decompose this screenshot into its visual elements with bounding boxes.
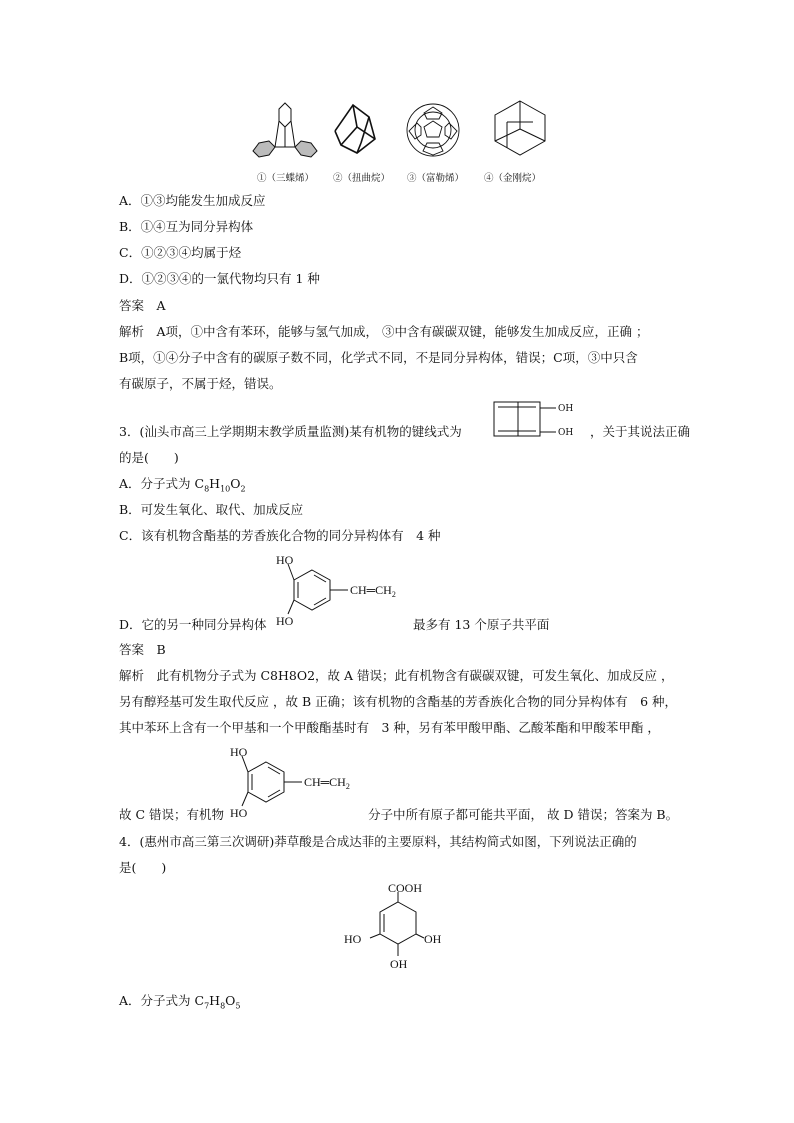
fullerene-structure [407,104,459,156]
q3-stem-text: 3．(汕头市高三上学期期末教学质量监测)某有机物的键线式为 [119,424,462,439]
q2-analysis-line-1: 解析 A项，①中含有苯环，能够与氢气加成， ③中含有碳碳双键，能够发生加成反应，正确 ； [119,324,649,339]
q3-analysis-line-3: 其中苯环上含有一个甲基和一个甲酸酯基时有 3 种，另有苯甲酸甲酯、乙酸苯酯和甲酸苯甲酯 ， [119,720,660,735]
caption-adamantane: ④（金刚烷） [484,173,542,184]
q2-analysis-line-3: 有碳原子，不属于烃，错误。 [119,376,282,391]
q2-analysis-line-2: B项，①④分子中含有的碳原子数不同，化学式不同，不是同分异构体，错误；C项，③中只含 [119,350,638,365]
q3-option-d-prefix: D．它的另一种同分异构体 [119,617,267,632]
q3-stem-line-1 [119,424,462,440]
q3-stem-line-2: 的是( ) [119,450,179,465]
q3-oh-top: OH [558,404,574,414]
q2-option-a: A．①③均能发生加成反应 [119,193,266,208]
q3-option-d-structure [272,548,422,632]
q3-option-c: C．该有机物含酯基的芳香族化合物的同分异构体有 4 种 [119,528,441,543]
q3-option-a: A．分子式为 $C_8H_{10}O_2$ [119,476,246,494]
triptycene-structure [253,103,317,157]
d-ho-top: HO [276,553,294,567]
q4-oh-bottom: OH [390,957,408,971]
q3-analysis-last-suffix: 分子中所有原子都可能共平面， 故 D 错误；答案为 B。 [368,807,679,822]
q4-oh-right: OH [424,932,442,946]
q3-bond-line-structure [492,398,602,440]
caption-triptycene: ①（三蝶烯） [257,173,315,184]
q2-option-b: B．①④互为同分异构体 [119,219,254,234]
q4-cooh: COOH [388,881,423,895]
d-ho-bottom: HO [276,614,294,628]
adamantane-structure [495,101,545,155]
q2-answer: 答案 A [119,298,166,313]
q3-option-b: B．可发生氧化、取代、加成反应 [119,502,304,517]
q2-option-d: D．①②③④的一氯代物均只有 1 种 [119,271,320,286]
d-vinyl: $CH═CH_2$ [350,583,396,599]
q3-analysis-last-prefix: 故 C 错误；有机物 [119,807,225,822]
q3-stem-tail: ，关于其说法正确 [590,424,691,439]
q4-ho-left: HO [344,932,362,946]
q3-analysis-structure [226,740,376,824]
q3-answer: 答案 B [119,642,166,657]
caption-fullerene: ③（富勒烯） [407,173,465,184]
q3-oh-bottom: OH [558,428,574,438]
q4-stem-line-2: 是( ) [119,860,167,875]
q3-option-d-suffix: 最多有 13 个原子共平面 [413,617,550,632]
twistane-structure [335,105,375,153]
q3-analysis-line-2: 另有醇羟基可发生取代反应 ，故 B 正确；该有机物的含酯基的芳香族化合物的同分异构体有 6 种， [119,694,678,709]
q4-stem-line-1: 4．(惠州市高三第三次调研)莽草酸是合成达菲的主要原料，其结构简式如图，下列说法正确的 [119,834,637,849]
a-vinyl: $CH═CH_2$ [304,775,350,791]
a-ho-top: HO [230,745,248,759]
q4-option-a: A．分子式为 $C_7H_8O_5$ [119,993,241,1011]
q2-option-c: C．①②③④均属于烃 [119,245,242,260]
caption-twistane: ②（扭曲烷） [333,173,391,184]
q3-analysis-line-1: 解析 此有机物分子式为 C8H8O2，故 A 错误；此有机物含有碳碳双键，可发生氧化、加成反应 ， [119,668,674,683]
a-ho-bottom: HO [230,806,248,820]
q4-shikimic-acid-structure [340,878,460,988]
